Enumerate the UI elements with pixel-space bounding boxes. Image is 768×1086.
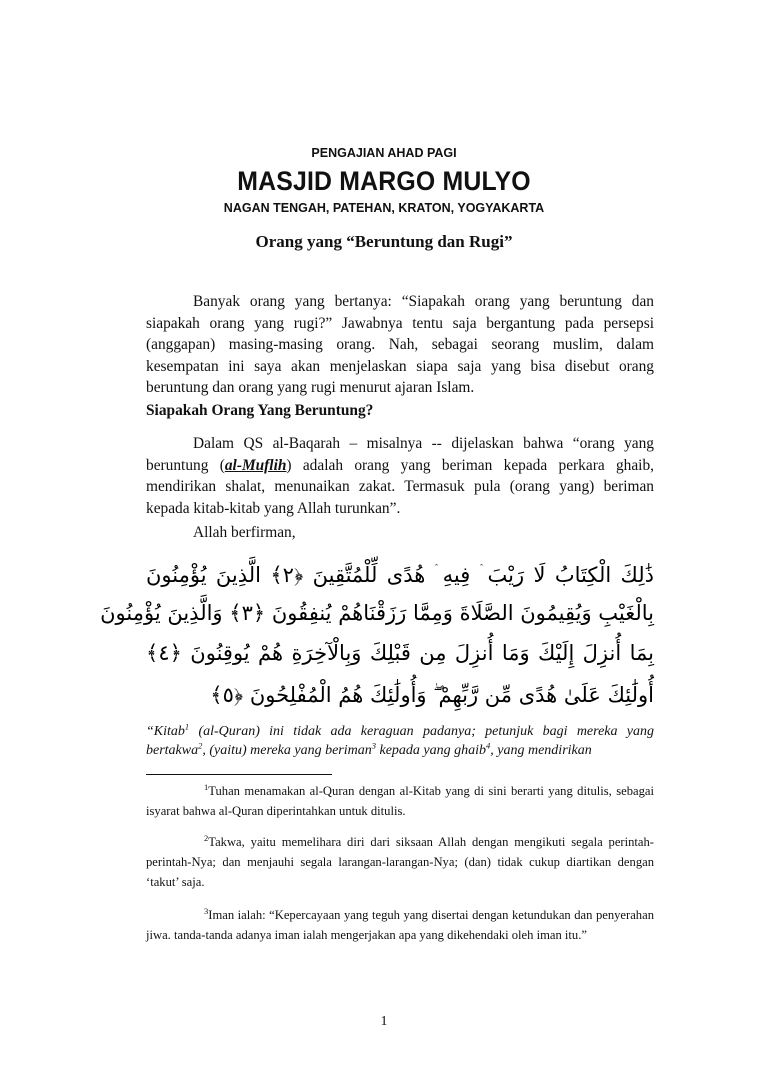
- translation-text: kepada yang ghaib: [375, 743, 487, 758]
- header-title: MASJID MARGO MULYO: [237, 166, 531, 196]
- article-title: Orang yang “Beruntung dan Rugi”: [255, 232, 513, 251]
- footnote-text: Takwa, yaitu memelihara diri dari siksaan Allah dengan mengikuti segala perintah-perintah-Nya; dan menjauhi segala larangan-larangan-Nya; (dan) tidak cukup diartikan dengan ‘takut’ saja.: [146, 835, 654, 889]
- footnote-separator: [146, 774, 332, 775]
- header-subtitle: PENGAJIAN AHAD PAGI: [311, 146, 457, 160]
- section-heading: Siapakah Orang Yang Beruntung?: [146, 402, 374, 419]
- translation-text: , yang mendirikan: [490, 743, 592, 758]
- footnote-3: [146, 905, 654, 945]
- verse-translation: [146, 722, 654, 760]
- footnote-marker[interactable]: 4: [486, 740, 491, 751]
- footnote-2: [146, 832, 654, 892]
- footnote-marker[interactable]: 2: [198, 740, 203, 751]
- footnote-1: [146, 781, 654, 821]
- paragraph-text: ) adalah orang yang beriman kepada perkara ghaib, mendirikan shalat, menunaikan zakat. Termasuk pula (orang yang) beriman kepada kitab-kitab yang Allah turunkan”.: [146, 456, 654, 517]
- arabic-verse-line: ذَٰلِكَ الْكِتَابُ لَا رَيْبَ ۛ فِيهِ ۛ هُدًى لِّلْمُتَّقِينَ ﴿٢﴾ الَّذِينَ يُؤْمِنُونَ: [146, 563, 654, 587]
- page-number: 1: [380, 1014, 388, 1029]
- footnote-text: Iman ialah: “Kepercayaan yang teguh yang disertai dengan ketundukan dan penyerahan jiwa. tanda-tanda adanya iman ialah mengerjakan apa yang dikehendaki oleh iman itu.”: [146, 908, 654, 942]
- paragraph-intro: Banyak orang yang bertanya: “Siapakah orang yang beruntung dan siapakah orang yang rugi?” Jawabnya tentu saja bergantung pada persepsi (anggapan) masing-masing orang. Nah, sebagai seorang muslim, dalam kesempatan ini saya akan menjelaskan siapa saja yang bisa disebut orang beruntung dan orang yang rugi menurut ajaran Islam.: [146, 293, 654, 396]
- translation-text: , (yaitu) mereka yang beriman: [202, 743, 372, 758]
- translation-text: “Kitab: [146, 724, 185, 739]
- paragraph-allah-berfirman: Allah berfirman,: [193, 524, 296, 541]
- footnote-number: 3: [204, 905, 209, 916]
- term-al-muflih: al-Muflih: [224, 456, 287, 474]
- paragraph-baqarah: [146, 433, 654, 519]
- translation-text: (al-Quran) ini tidak ada keraguan padanya; petunjuk bagi mereka yang bertakwa: [146, 724, 654, 758]
- arabic-verse-line: بِمَا أُنزِلَ إِلَيْكَ وَمَا أُنزِلَ مِن قَبْلِكَ وَبِالْآخِرَةِ هُمْ يُوقِنُونَ ﴿٤﴾: [146, 641, 654, 665]
- footnote-number: 1: [204, 781, 209, 792]
- paragraph-text: Dalam QS al-Baqarah – misalnya -- dijelaskan bahwa “orang yang beruntung (: [146, 435, 654, 474]
- footnote-marker[interactable]: 1: [184, 721, 190, 732]
- footnote-text: Tuhan menamakan al-Quran dengan al-Kitab yang di sini berarti yang ditulis, sebagai isyarat bahwa al-Quran diperintahkan untuk ditulis.: [146, 784, 654, 818]
- arabic-verse-line: بِالْغَيْبِ وَيُقِيمُونَ الصَّلَاةَ وَمِمَّا رَزَقْنَاهُمْ يُنفِقُونَ ﴿٣﴾ وَالَّذِينَ يُؤْمِنُونَ: [100, 601, 654, 625]
- footnote-number: 2: [204, 832, 209, 843]
- arabic-verse-line: أُولَٰئِكَ عَلَىٰ هُدًى مِّن رَّبِّهِمْ ۖ وَأُولَٰئِكَ هُمُ الْمُفْلِحُونَ ﴿٥﴾: [210, 683, 654, 707]
- footnote-marker[interactable]: 3: [371, 740, 376, 751]
- header-address: NAGAN TENGAH, PATEHAN, KRATON, YOGYAKARTA: [223, 201, 545, 215]
